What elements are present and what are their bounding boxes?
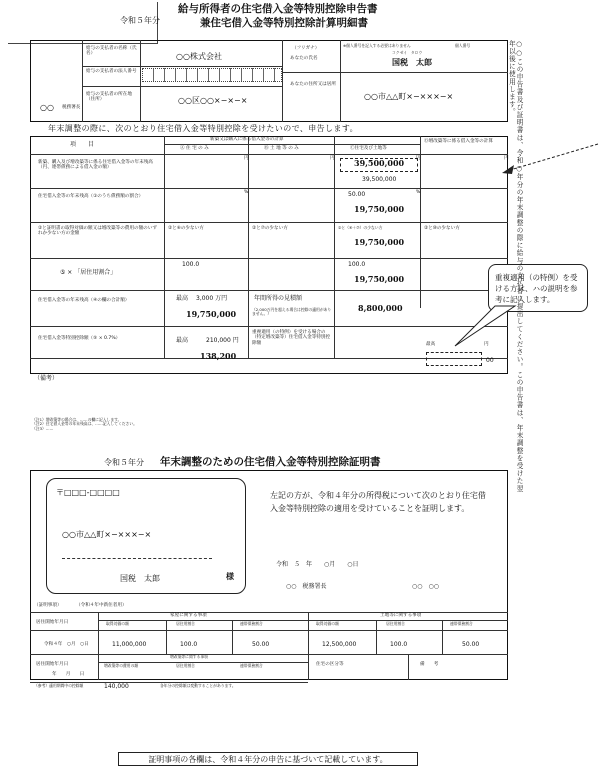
- house-price-label: 取得対価の額: [106, 621, 129, 626]
- land-header: 土地等に関する事項: [380, 613, 422, 618]
- reno-header: 増改築等に関する事項: [170, 654, 208, 659]
- row6-label: 住宅借入金等特別控除額（⑤ × 0.7%）: [38, 336, 121, 341]
- row5-limit-label: 最高: [176, 295, 189, 302]
- form-era: 令和５年分: [120, 16, 160, 25]
- house-header: 家屋に関する事項: [170, 613, 207, 618]
- house-use: 100.0: [180, 641, 198, 648]
- row1-label: 新築、購入及び増改築等に係る住宅借入金等の年末残高（円、連帯債務による借入金の額）: [38, 160, 153, 171]
- row4-c: 19,750,000: [354, 274, 405, 284]
- special-limit-label: 最高: [426, 342, 436, 347]
- row1-c2: 39,500,000: [362, 176, 397, 183]
- row2-label: 住宅借入金等の年末残高（①のうち債務額の割合）: [38, 194, 144, 199]
- applicant-address: ○○市△△町×−×××−×: [364, 92, 454, 101]
- cert-body: 左記の方が、令和４年分の所得税について次のとおり住宅借入金等特別控除の適用を受けていることを証明します。: [270, 491, 486, 513]
- cert-era: 令和５年分: [104, 458, 144, 467]
- land-use: 100.0: [390, 641, 408, 648]
- row4-a-pct: 100.0: [182, 261, 200, 268]
- yen-unit: 円: [416, 156, 421, 161]
- row6-limit-label: 最高: [176, 337, 189, 344]
- cert-address: ○○市△△町×−×××−×: [62, 530, 152, 539]
- move-in-label-2: 居住開始年月日: [36, 662, 69, 667]
- remarks-label: （備考）: [34, 375, 59, 382]
- row3-d: ②と⑩の少ない方: [424, 226, 460, 231]
- col-group: 新築又は購入に係る借入金等の計算: [210, 137, 284, 142]
- payer-name: ○○株式会社: [176, 52, 222, 61]
- note-item: （注3）……: [32, 425, 54, 431]
- ref-note: 各年分の控除額は変動することがあります。: [160, 683, 236, 688]
- matters-year: （令和４年中新住者用）: [76, 603, 127, 608]
- move-in-label: 居住開始年月日: [36, 620, 69, 625]
- reno-debt-label: 連帯債務割合: [240, 663, 263, 668]
- office-name: ○○: [40, 103, 54, 112]
- income-value: 8,800,000: [358, 303, 403, 313]
- row4-c-pct: 100.0: [348, 261, 366, 268]
- house-type-label: 住宅の区分等: [316, 662, 344, 667]
- note-item: （注1）増改築等の場合は、……の欄に記入します。: [32, 417, 122, 422]
- row1-c: 39,500,000: [354, 158, 405, 168]
- yen-unit: 円: [504, 156, 509, 161]
- house-debt: 50.00: [252, 641, 270, 648]
- cert-remarks-label: 備 考: [420, 662, 439, 667]
- payer-address-label: 給与の支払者の所在地（住所）: [86, 92, 132, 103]
- ref-label: （参考）適用期間中の控除額: [34, 683, 84, 688]
- col-item: 項 目: [70, 141, 95, 148]
- row3-a: ②と⑥の少ない方: [168, 226, 204, 231]
- applicant-name-label: あなたの氏名: [290, 56, 318, 61]
- income-label: 年間所得の見積額: [254, 295, 303, 302]
- form-title-1: 給与所得者の住宅借入金等特別控除申告書: [178, 3, 378, 15]
- cert-title: 年末調整のための住宅借入金等特別控除証明書: [160, 456, 381, 468]
- reno-date: 年 月 日: [52, 672, 85, 677]
- col-a: Ⓐ 住 宅 の み: [180, 146, 209, 151]
- land-price-label: 取得対価の額: [316, 621, 339, 626]
- yen-unit: 円: [330, 156, 335, 161]
- yen-unit: 円: [244, 156, 249, 161]
- row5-limit: 3,000 万円: [196, 295, 228, 302]
- individual-number-label: 個人番号: [455, 43, 471, 48]
- reno-use-label: 居住用割合: [176, 663, 195, 668]
- row3-label: ②と証明書の取得対価の額又は増改築等の費用の額のいずれか少ない方の金額: [38, 226, 157, 237]
- payer-name-label: 給与の支払者の名称（氏名）: [86, 46, 137, 57]
- land-debt-label: 連帯債務割合: [450, 621, 473, 626]
- land-debt: 50.00: [462, 641, 480, 648]
- row3-c-label: ②と（⑥＋⑦）の少ない方: [338, 225, 383, 230]
- callout-pointer: [455, 306, 515, 346]
- pct-unit: %: [416, 190, 421, 195]
- special-value-box[interactable]: [426, 352, 482, 366]
- ref-value: 140,000: [104, 683, 129, 690]
- reno-cost-label: 増改築等の費用の額: [104, 663, 139, 668]
- form-title-2: 兼住宅借入金等特別控除計算明細書: [200, 17, 368, 29]
- special-label: 重複適用（の特例）を受ける場合の（特定増改築等）住宅借入金等特別控除額: [252, 330, 331, 346]
- row3-b: ②と⑦の少ない方: [252, 226, 288, 231]
- notes-list: [32, 418, 502, 431]
- col-c: Ⓒ住宅及び土地等: [350, 146, 387, 151]
- office-suffix: 税務署長: [62, 105, 81, 110]
- col-b: Ⓑ 土 地 等 の み: [264, 146, 299, 151]
- land-use-label: 居住用割合: [386, 621, 405, 626]
- payer-address: ○○区○○×−×−×: [178, 96, 248, 105]
- row2-c: 19,750,000: [354, 204, 405, 214]
- row3-c: 19,750,000: [354, 237, 405, 247]
- row6-value: 138,200: [200, 351, 237, 361]
- postal-code: 〒□□□-□□□□: [56, 488, 120, 497]
- cert-name: 国税 太郎: [120, 574, 160, 583]
- intro-text: 年末調整の際に、次のとおり住宅借入金等特別控除を受けたいので、申告します。: [48, 124, 358, 133]
- note-item: （注2）住宅借入金等の年末残高は、……記入してください。: [32, 421, 137, 427]
- matters-label: （証明事項）: [34, 603, 62, 608]
- land-price: 12,500,000: [322, 641, 357, 648]
- row4-label: ⑤ × 「居住用割合」: [60, 269, 117, 276]
- move-in-date: 令和４年 ○月 ○日: [44, 642, 89, 647]
- special-unit: 円: [484, 342, 489, 347]
- applicant-furigana: コクゼイ タロウ: [392, 50, 423, 55]
- corp-number-boxes: [142, 68, 282, 82]
- cert-footer: 証明事項の各欄は、令和４年分の申告に基づいて記載しています。: [118, 752, 418, 766]
- cert-date: 令和 ５ 年 ○月 ○日: [276, 561, 359, 568]
- row6-limit: 210,000 円: [206, 337, 239, 344]
- row2-c-pct: 50.00: [348, 191, 366, 198]
- payer-corp-no-label: 給与の支払者の法人番号: [86, 69, 137, 74]
- side-note: ○○この申告書及び証明書は、令和○年分の年末調整の際に給与の支払者に提出してください。この申告書は、年末調整を受けた翌年以後に使用します。: [507, 40, 523, 493]
- pct-unit: %: [244, 190, 249, 195]
- house-use-label: 居住用割合: [176, 621, 195, 626]
- col-d: Ⓓ増改築等に係る借入金等の計算: [424, 139, 493, 144]
- cert-stamp: ○○ ○○: [412, 583, 439, 590]
- row5-value: 19,750,000: [186, 309, 237, 319]
- row5-label: 住宅借入金等の年末残高（④の欄の合計額）: [38, 298, 130, 303]
- income-note: （2,000万円を超える場合は控除の適用がありません。）: [252, 307, 332, 317]
- house-debt-label: 連帯債務割合: [240, 621, 263, 626]
- individual-number-note: ※個人番号を記入する必要はありません: [343, 43, 411, 48]
- applicant-address-label: あなたの住所又は居所: [290, 82, 336, 87]
- cert-office: ○○ 税務署長: [286, 583, 327, 590]
- cert-sama: 様: [226, 572, 234, 581]
- applicant-name: 国税 太郎: [392, 57, 432, 67]
- special-tail: 00: [486, 357, 494, 364]
- furigana-label: （フリガナ）: [292, 46, 320, 51]
- callout-box: 重複適用（の特例）を受ける方は、ハの説明を参考に記入します。: [488, 264, 588, 312]
- house-price: 11,000,000: [112, 641, 147, 648]
